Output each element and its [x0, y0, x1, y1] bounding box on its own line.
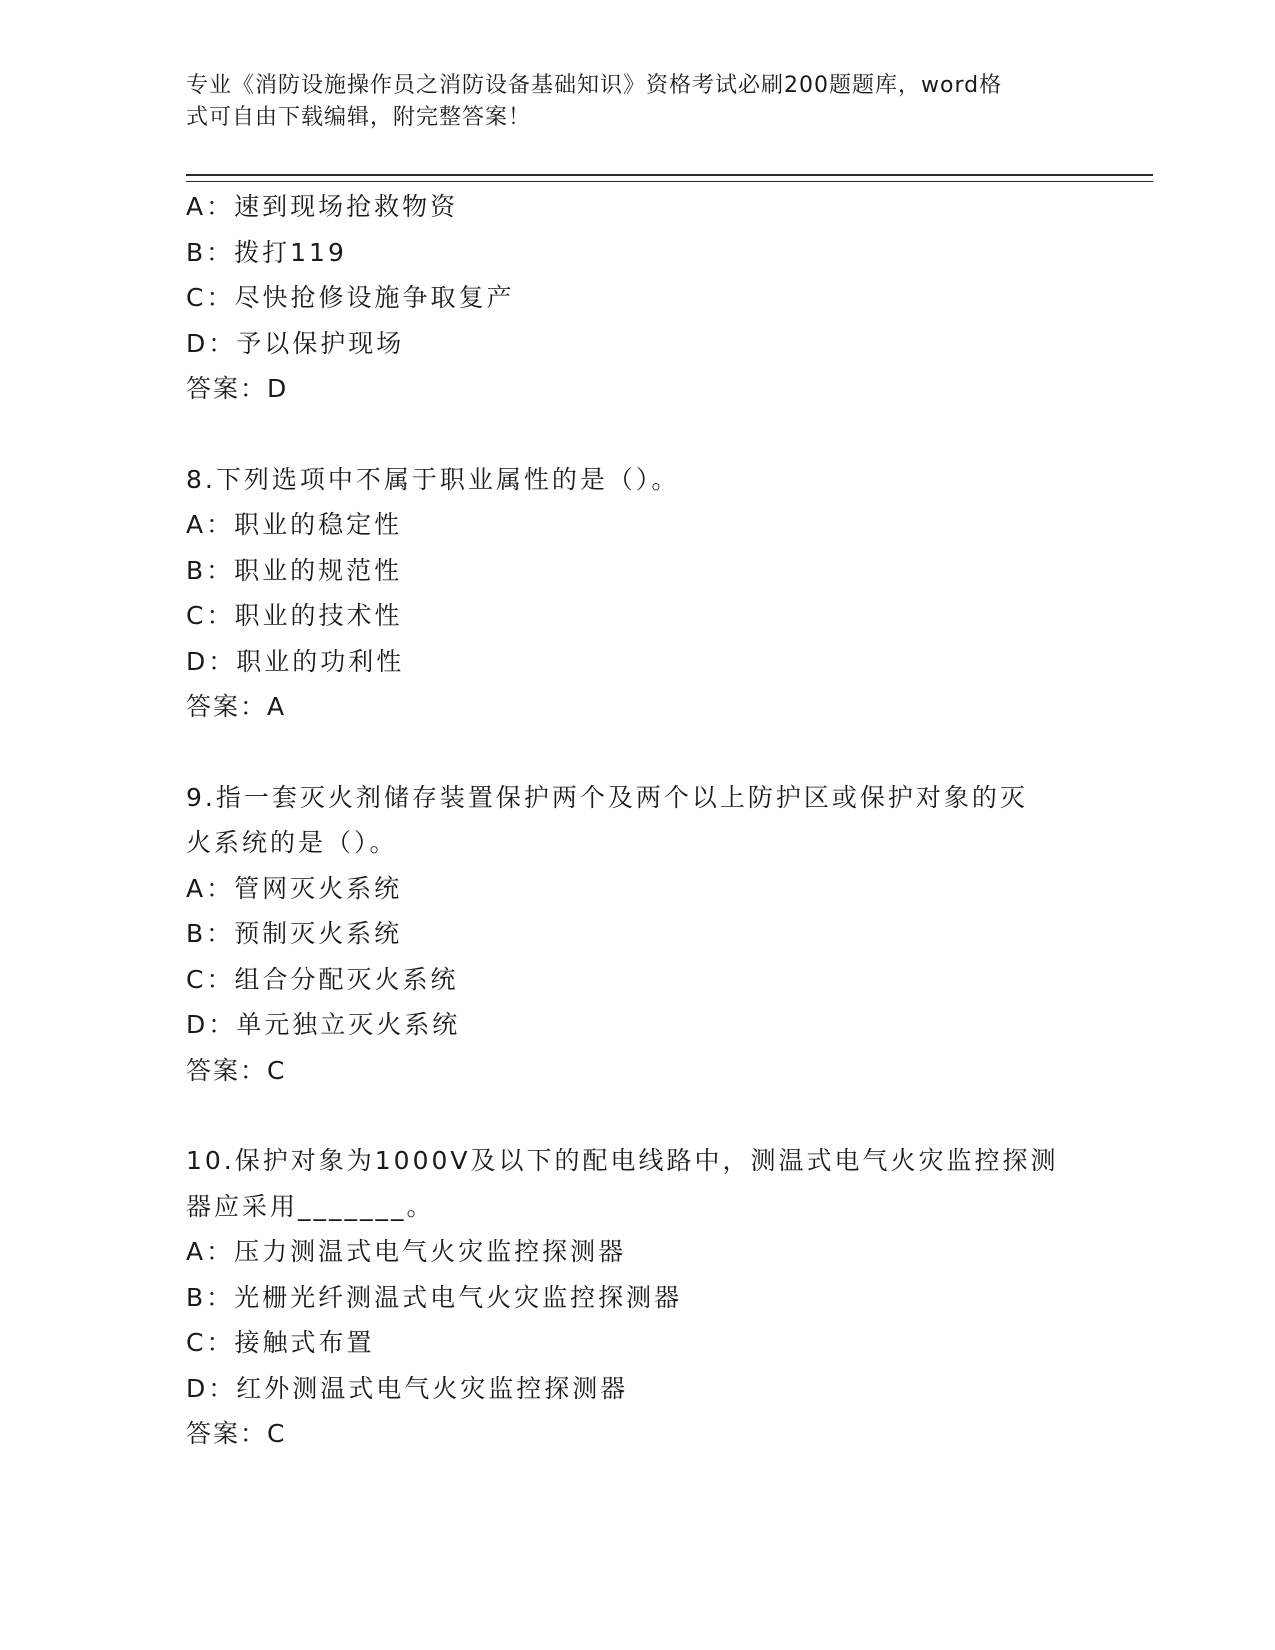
- answer-line: 答案：C: [186, 1419, 287, 1448]
- answer-line: 答案：A: [186, 692, 287, 721]
- option-d: D：单元独立灭火系统: [186, 1010, 461, 1039]
- question-stem-line-1: 9.指一套灭火剂储存装置保护两个及两个以上防护区或保护对象的灭: [186, 782, 1028, 812]
- question-stem-line-2: 火系统的是（）。: [186, 828, 398, 857]
- question-block-9: [186, 775, 1086, 1094]
- question-list: [186, 184, 1086, 1457]
- document-header: [186, 70, 1086, 134]
- question-spacer: [186, 730, 1086, 775]
- option-a: A：管网灭火系统: [186, 873, 403, 903]
- question-spacer: [186, 412, 1086, 457]
- option-c: C：组合分配灭火系统: [186, 964, 459, 994]
- option-a: A：职业的稳定性: [186, 510, 403, 539]
- question-block-10: [186, 1138, 1086, 1457]
- question-block-8: [186, 457, 1086, 730]
- option-d: D：予以保护现场: [186, 328, 405, 358]
- question-block-7: [186, 184, 1086, 412]
- option-b: B：预制灭火系统: [186, 919, 403, 948]
- question-spacer: [186, 1093, 1086, 1138]
- option-b: B：职业的规范性: [186, 555, 403, 585]
- question-stem: 8.下列选项中不属于职业属性的是（）。: [186, 464, 680, 494]
- option-c: C：接触式布置: [186, 1328, 375, 1357]
- question-stem-line-2: 器应采用_______。: [186, 1191, 435, 1221]
- option-c: C：尽快抢修设施争取复产: [186, 283, 515, 312]
- header-divider: [186, 174, 1153, 182]
- option-b: B：光栅光纤测温式电气火灾监控探测器: [186, 1282, 683, 1312]
- option-b: B：拨打119: [186, 237, 347, 267]
- option-a: A：速到现场抢救物资: [186, 192, 459, 221]
- option-c: C：职业的技术性: [186, 601, 403, 630]
- option-d: D：职业的功利性: [186, 646, 405, 676]
- option-a: A：压力测温式电气火灾监控探测器: [186, 1237, 627, 1266]
- question-stem-line-1: 10.保护对象为1000V及以下的配电线路中，测温式电气火灾监控探测: [186, 1146, 1059, 1175]
- header-line-1: 专业《消防设施操作员之消防设备基础知识》资格考试必刷200题题库，word格: [186, 73, 1003, 98]
- option-d: D：红外测温式电气火灾监控探测器: [186, 1373, 629, 1403]
- answer-line: 答案：C: [186, 1055, 287, 1085]
- header-line-2: 式可自由下载编辑，附完整答案！: [186, 105, 532, 130]
- answer-line: 答案：D: [186, 374, 289, 403]
